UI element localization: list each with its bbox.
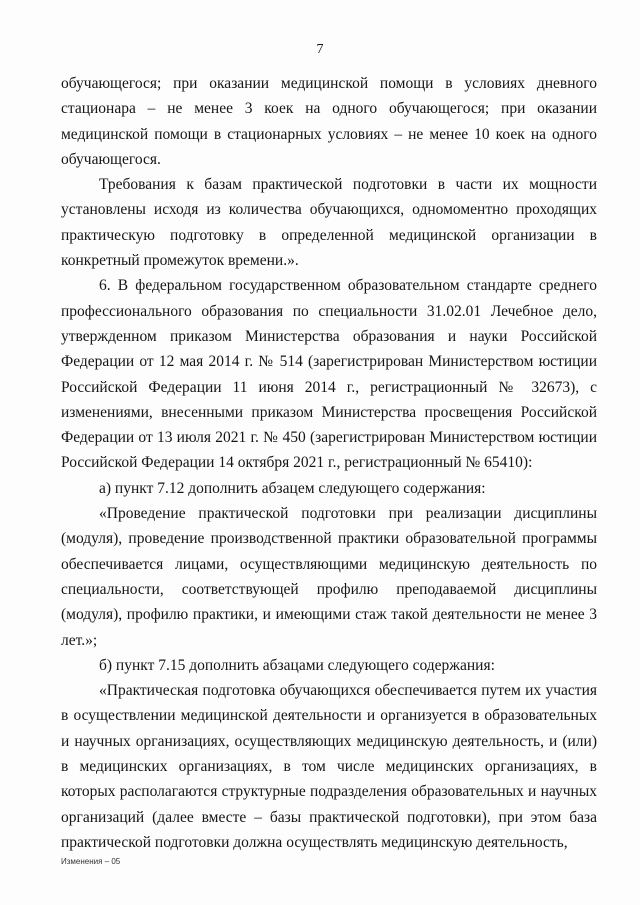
paragraph-item-6: 6. В федеральном государственном образовательном стандарте среднего профессионального образования по специальности 31.02.01 Лечебное дело, утвержденном приказом Министерства образования и науки Российской Федерации от 12 мая 2014 г. № 514 (зарегистрирован Министерством юстиции Российской Федерации 11 июня 2014 г., регистрационный № 32673), с изменениями, внесенными приказом Министерства просвещения Российской Федерации от 13 июля 2021 г. № 450 (зарегистрирован Министерством юстиции Российской Федерации 14 октября 2021 г., регистрационный № 65410): xyxy=(61,277,597,472)
paragraph-continuation: обучающегося; при оказании медицинской помощи в условиях дневного стационара – не менее 3 коек на одного обучающегося; при оказании медицинской помощи в стационарных условиях – не менее 10 коек на одного обучающегося. xyxy=(61,75,597,168)
document-body xyxy=(61,71,597,855)
paragraph-subitem-a: а) пункт 7.12 дополнить абзацем следующего содержания: xyxy=(99,479,486,497)
page-number: 7 xyxy=(316,42,324,57)
footer-note: Изменения – 05 xyxy=(61,857,121,866)
paragraph-quote-training-bases: «Практическая подготовка обучающихся обеспечивается путем их участия в осуществлении медицинской деятельности и организуется в образовательных и научных организациях, осуществляющих медицинскую деятельность, и (или) в медицинских организациях, в том числе медицинских организациях, в которых располагаются структурные подразделения образовательных и научных организаций (далее вместе – базы практической подготовки), при этом база практической подготовки должна осуществлять медицинскую деятельность, xyxy=(61,682,597,851)
paragraph-base-requirements: Требования к базам практической подготовки в части их мощности установлены исходя из количества обучающихся, одномоментно проходящих практическую подготовку в определенной медицинской организации в конкретный промежуток времени.». xyxy=(61,176,597,270)
paragraph-quote-practical-training: «Проведение практической подготовки при реализации дисциплины (модуля), проведение производственной практики образовательной программы обеспечивается лицами, осуществляющими медицинскую деятельность по специальности, соответствующей профилю преподаваемой дисциплины (модуля), профилю практики, и имеющими стаж такой деятельности не менее 3 лет.»; xyxy=(61,505,597,649)
paragraph-subitem-b: б) пункт 7.15 дополнить абзацами следующего содержания: xyxy=(99,656,495,674)
